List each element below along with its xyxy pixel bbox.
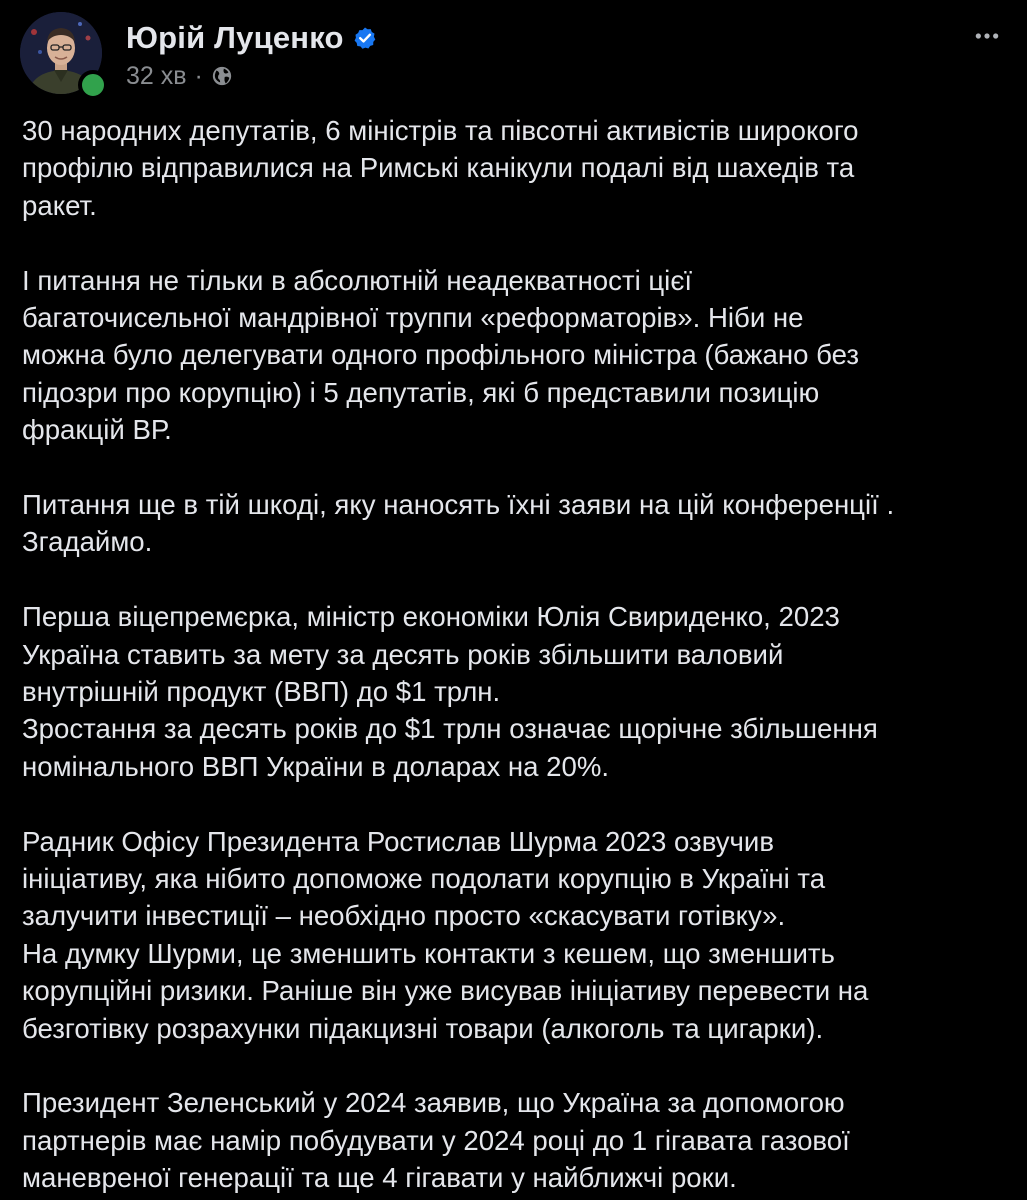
verified-badge-icon: [353, 26, 377, 50]
post-body: [22, 112, 1012, 1197]
post-timestamp[interactable]: 32 хв: [126, 61, 187, 90]
post-paragraph-3: Питання ще в тій шкоді, яку наносять їхні заяви на цій конференції . Згадаймо.: [22, 489, 895, 558]
post-paragraph-5: Радник Офісу Президента Ростислав Шурма 2023 озвучив ініціативу, яка нібито допоможе подолати корупцію в Україні та залучити інвестиції – необхідно просто «скасувати готівку». На думку Шурми, це зменшить контакти з кешем, що зменшить корупційні ризики. Раніше він уже висував ініціативу перевести на безготівку розрахунки підакцизні товари (алкоголь та цигарки).: [22, 825, 869, 1044]
post-paragraph-4: Перша віцепремєрка, міністр економіки Юлія Свириденко, 2023 Україна ставить за мету за десять років збільшити валовий внутрішній продукт (ВВП) до $1 трлн. Зростання за десять років до $1 трлн означає щорічне збільшення номінального ВВП України в доларах на 20%.: [22, 601, 878, 782]
meta-separator: ·: [194, 61, 203, 90]
post-paragraph-6: Президент Зеленський у 2024 заявив, що Україна за допомогою партнерів має намір побудувати у 2024 році до 1 гігавата газової маневреної генерації та ще 4 гігавати у найближчі роки.: [22, 1087, 850, 1194]
globe-icon[interactable]: [211, 65, 233, 87]
more-options-icon: [974, 23, 1000, 49]
author-name[interactable]: Юрій Луценко: [126, 20, 344, 55]
post-paragraph-1: 30 народних депутатів, 6 міністрів та півсотні активістів широкого профілю відправилися на Римські канікули подалі від шахедів та ракет.: [22, 115, 859, 221]
post-paragraph-2: І питання не тільки в абсолютній неадекватності цієї багаточисельної мандрівної труппи «реформаторів». Ніби не можна було делегувати одного профільного міністра (бажано без підозри про корупцію) і 5 депутатів, які б представили позицію фракцій ВР.: [22, 264, 859, 446]
post-meta: [126, 60, 233, 92]
post-header: [20, 8, 1007, 100]
online-status-dot: [78, 70, 108, 100]
more-options-button[interactable]: [967, 16, 1007, 56]
author-name-row: [126, 18, 377, 58]
